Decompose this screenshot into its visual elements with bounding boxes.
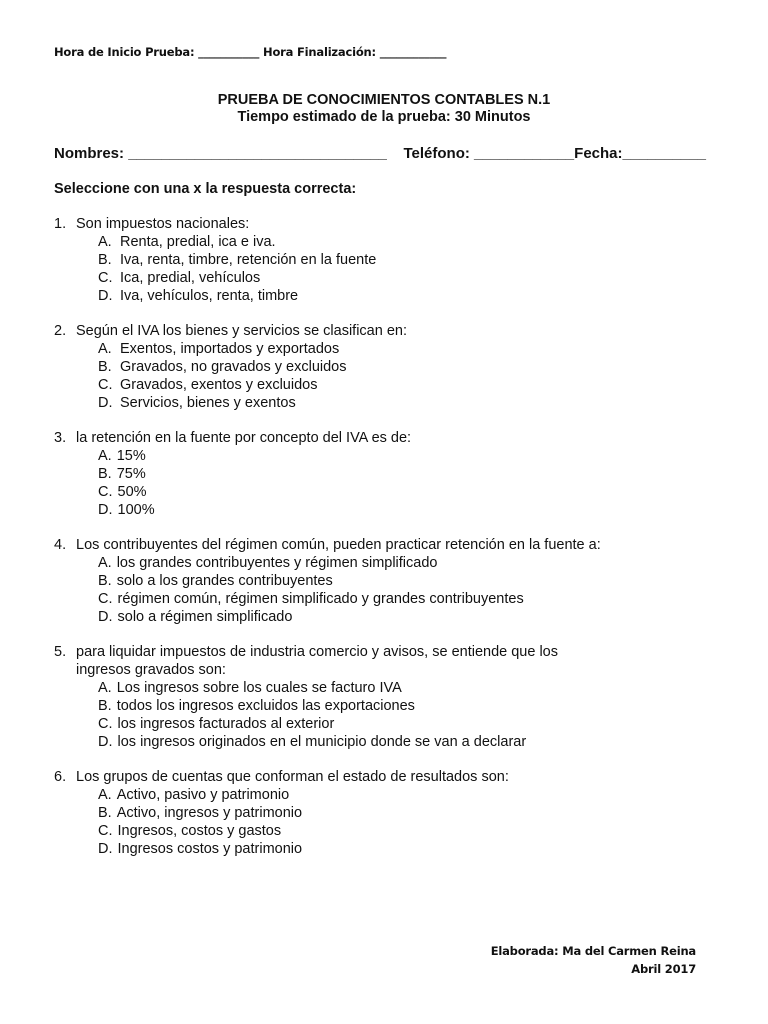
option-a[interactable] — [54, 554, 674, 572]
question-number: 2. — [54, 323, 67, 339]
option-label: C. — [98, 591, 113, 607]
option-text: Gravados, no gravados y excluidos — [120, 359, 347, 375]
question-text: Según el IVA los bienes y servicios se clasifican en: — [76, 323, 407, 339]
option-label: B. — [98, 359, 112, 375]
option-label: A. — [98, 448, 112, 464]
option-text: Ingresos, costos y gastos — [117, 823, 282, 839]
option-text: solo a régimen simplificado — [117, 609, 293, 625]
option-label: D. — [98, 502, 113, 518]
option-text: Iva, renta, timbre, retención en la fuente — [120, 252, 377, 268]
option-text: solo a los grandes contribuyentes — [116, 573, 333, 589]
option-label: A. — [98, 680, 112, 696]
question-number: 1. — [54, 216, 67, 232]
option-label: A. — [98, 787, 112, 803]
option-text: Activo, pasivo y patrimonio — [116, 787, 290, 803]
option-d[interactable] — [54, 608, 674, 626]
document-date: Abril 2017 — [631, 962, 696, 976]
option-label: C. — [98, 270, 113, 286]
question-text: la retención en la fuente por concepto del IVA es de: — [76, 430, 412, 446]
option-c[interactable] — [54, 376, 674, 394]
question-text: Los contribuyentes del régimen común, pueden practicar retención en la fuente a: — [76, 537, 601, 553]
start-time-label: Hora de Inicio Prueba: — [54, 45, 195, 59]
option-d[interactable] — [54, 733, 674, 751]
question-number: 4. — [54, 537, 67, 553]
option-b[interactable] — [54, 804, 674, 822]
question-3 — [54, 429, 674, 519]
option-a[interactable] — [54, 786, 674, 804]
option-a[interactable] — [54, 447, 674, 465]
phone-blank[interactable]: ____________ — [474, 145, 575, 162]
option-label: A. — [98, 555, 112, 571]
option-label: D. — [98, 609, 113, 625]
option-text: los ingresos originados en el municipio donde se van a declarar — [117, 734, 527, 750]
option-label: C. — [98, 484, 113, 500]
option-c[interactable] — [54, 269, 674, 287]
author-credit: Elaborada: Ma del Carmen Reina — [490, 944, 696, 958]
option-label: C. — [98, 377, 113, 393]
question-number: 5. — [54, 644, 67, 660]
end-time-blank[interactable]: ____________ — [379, 45, 447, 59]
option-text: Los ingresos sobre los cuales se facturo IVA — [116, 680, 402, 696]
option-b[interactable] — [54, 465, 674, 483]
option-label: B. — [98, 805, 112, 821]
question-5 — [54, 643, 674, 751]
start-time-blank[interactable]: ___________ — [198, 45, 260, 59]
phone-label: Teléfono: — [403, 145, 470, 162]
option-b[interactable] — [54, 697, 674, 715]
question-2 — [54, 322, 674, 412]
option-text: todos los ingresos excluidos las exportaciones — [116, 698, 415, 714]
option-text: Ingresos costos y patrimonio — [117, 841, 303, 857]
question-number: 6. — [54, 769, 67, 785]
option-d[interactable] — [54, 501, 674, 519]
option-label: A. — [98, 234, 112, 250]
option-a[interactable] — [54, 233, 674, 251]
date-blank[interactable]: __________ — [622, 145, 706, 162]
option-b[interactable] — [54, 572, 674, 590]
option-label: B. — [98, 573, 112, 589]
option-text: Ica, predial, vehículos — [120, 270, 261, 286]
date-label: Fecha: — [574, 145, 623, 162]
names-label: Nombres: — [54, 145, 125, 162]
option-label: B. — [98, 698, 112, 714]
question-text: para liquidar impuestos de industria comercio y avisos, se entiende que los ingresos gravados son: — [76, 644, 558, 678]
option-text: régimen común, régimen simplificado y grandes contribuyentes — [117, 591, 524, 607]
option-c[interactable] — [54, 822, 674, 840]
option-text: Servicios, bienes y exentos — [120, 395, 296, 411]
names-blank[interactable]: _______________________________ — [128, 145, 387, 162]
option-text: Exentos, importados y exportados — [120, 341, 340, 357]
document-title: PRUEBA DE CONOCIMIENTOS CONTABLES N.1 — [217, 92, 551, 108]
option-text: 15% — [116, 448, 146, 464]
option-c[interactable] — [54, 590, 674, 608]
option-label: A. — [98, 341, 112, 357]
option-label: C. — [98, 716, 113, 732]
question-number: 3. — [54, 430, 67, 446]
option-label: C. — [98, 823, 113, 839]
question-6 — [54, 768, 674, 858]
question-text: Los grupos de cuentas que conforman el estado de resultados son: — [76, 769, 509, 785]
option-text: 100% — [117, 502, 155, 518]
option-label: D. — [98, 734, 113, 750]
instructions: Seleccione con una x la respuesta correcta: — [54, 181, 357, 197]
option-text: 75% — [116, 466, 146, 482]
question-text: Son impuestos nacionales: — [76, 216, 250, 232]
option-b[interactable] — [54, 358, 674, 376]
option-text: Iva, vehículos, renta, timbre — [120, 288, 299, 304]
option-b[interactable] — [54, 251, 674, 269]
option-text: Renta, predial, ica e iva. — [120, 234, 276, 250]
option-a[interactable] — [54, 340, 674, 358]
document-subtitle: Tiempo estimado de la prueba: 30 Minutos — [237, 109, 531, 125]
option-text: 50% — [117, 484, 147, 500]
option-d[interactable] — [54, 840, 674, 858]
question-4 — [54, 536, 674, 626]
option-a[interactable] — [54, 679, 674, 697]
option-text: Activo, ingresos y patrimonio — [116, 805, 303, 821]
option-c[interactable] — [54, 483, 674, 501]
option-d[interactable] — [54, 394, 674, 412]
end-time-label: Hora Finalización: — [263, 45, 376, 59]
option-text: Gravados, exentos y excluidos — [120, 377, 318, 393]
option-label: D. — [98, 288, 113, 304]
option-d[interactable] — [54, 287, 674, 305]
option-text: los grandes contribuyentes y régimen simplificado — [116, 555, 438, 571]
exam-time-fields — [54, 45, 446, 59]
option-text: los ingresos facturados al exterior — [117, 716, 335, 732]
personal-info-fields — [54, 145, 706, 162]
option-label: D. — [98, 395, 113, 411]
question-1 — [54, 215, 674, 305]
option-c[interactable] — [54, 715, 674, 733]
option-label: B. — [98, 252, 112, 268]
option-label: D. — [98, 841, 113, 857]
option-label: B. — [98, 466, 112, 482]
